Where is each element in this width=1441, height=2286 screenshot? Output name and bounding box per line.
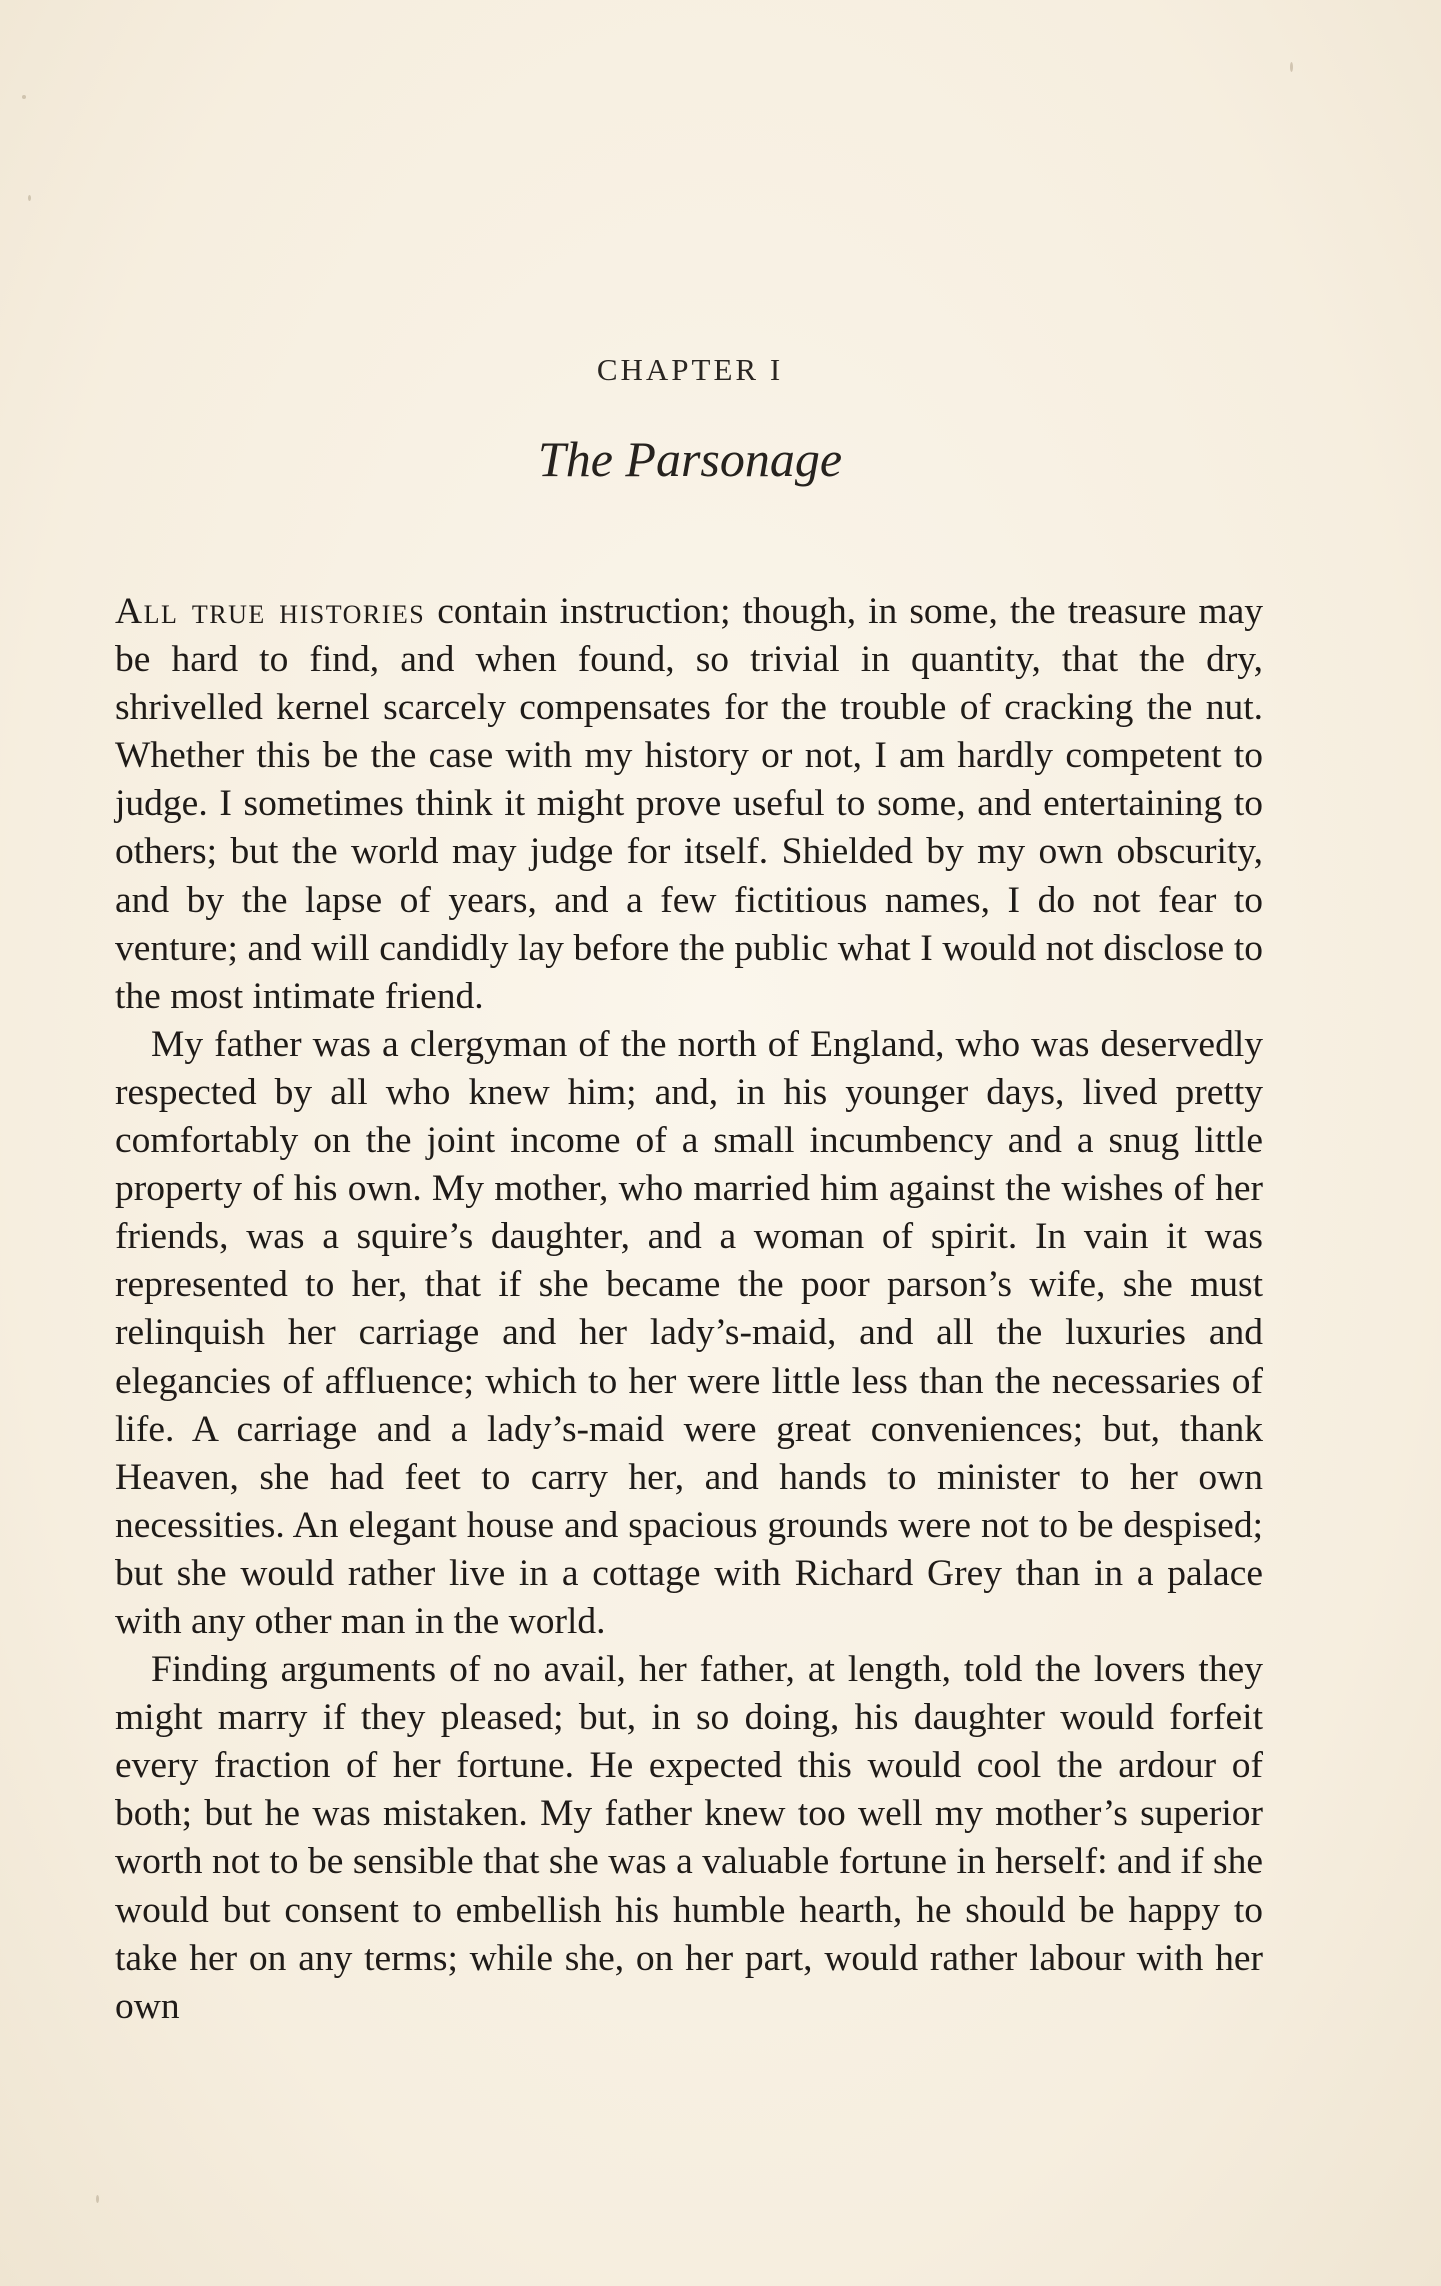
opening-small-caps: All true histories bbox=[115, 591, 426, 632]
paragraph-3: Finding arguments of no avail, her father, at length, told the lovers they might marry if they pleased; but, in so doing, his daughter would forfeit every fraction of her fortune. He expected this would cool the ardour of both; but he was mistaken. My father knew too well my mother’s superior worth not to be sensible that she was a valuable fortune in herself: and if she would but consent to embellish his humble hearth, he should be happy to take her on any terms; while she, on her part, would rather labour with her own bbox=[115, 1649, 1263, 2027]
chapter-number: CHAPTER I bbox=[596, 352, 784, 387]
chapter-title: The Parsonage bbox=[537, 431, 843, 487]
chapter-body bbox=[115, 588, 1263, 2031]
paragraph-1-text: contain instruction; though, in some, the treasure may be hard to find, and when found, so trivial in quantity, that the dry, shrivelled kernel scarcely compensates for the trouble of cracking the nut. Whether this be the case with my history or not, I am hardly competent to judge. I sometimes think it might prove useful to some, and entertaining to others; but the world may judge for itself. Shielded by my own obscurity, and by the lapse of years, and a few fictitious names, I do not fear to venture; and will candidly lay before the public what I would not disclose to the most intimate friend. bbox=[115, 591, 1263, 1017]
paragraph-2: My father was a clergyman of the north of England, who was deservedly respected by all who knew him; and, in his younger days, lived pretty comfortably on the joint income of a small incumbency and a snug little property of his own. My mother, who married him against the wishes of her friends, was a squire’s daughter, and a woman of spirit. In vain it was represented to her, that if she became the poor parson’s wife, she must relinquish her carriage and her lady’s-maid, and all the luxuries and elegancies of affluence; which to her were little less than the necessaries of life. A carriage and a lady’s-maid were great conveniences; but, thank Heaven, she had feet to carry her, and hands to minister to her own necessities. An elegant house and spacious grounds were not to be despised; but she would rather live in a cottage with Richard Grey than in a palace with any other man in the world. bbox=[115, 1023, 1263, 1642]
paragraph-1 bbox=[115, 588, 1263, 1021]
